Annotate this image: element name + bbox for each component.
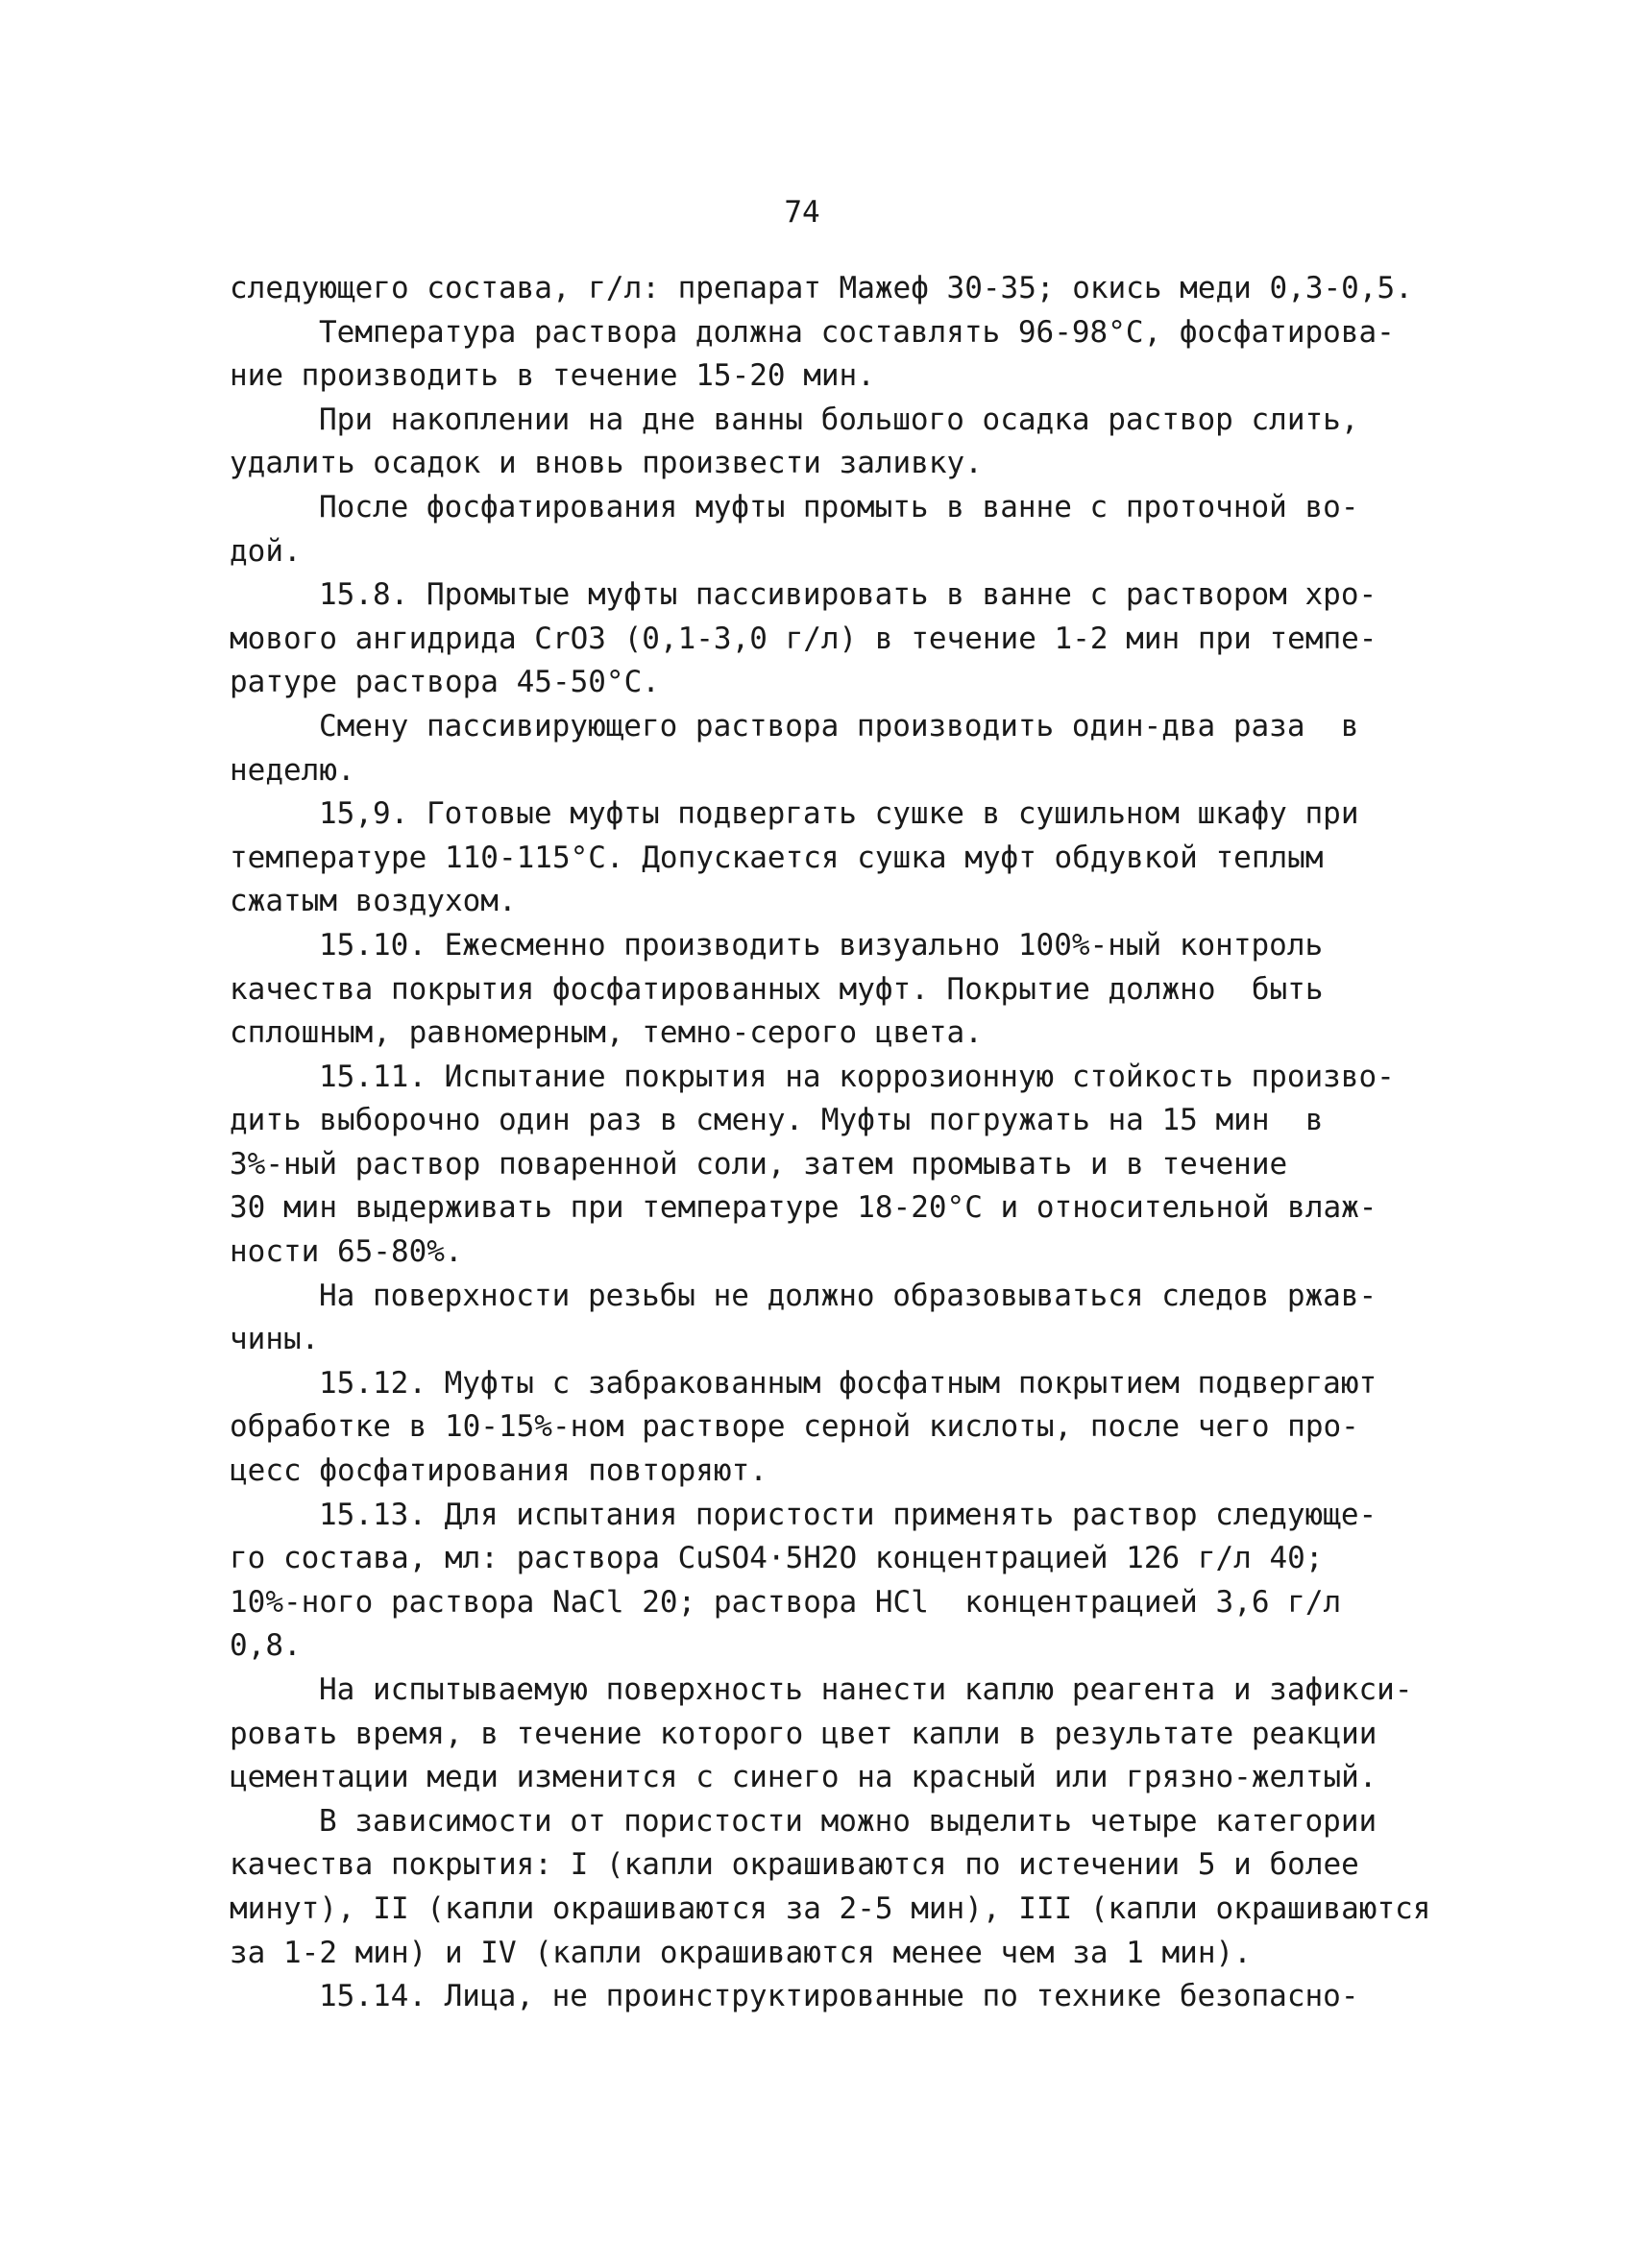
text-line: 15.10. Ежесменно производить визуально 100%-ный контроль bbox=[319, 927, 1324, 963]
text-line: 30 мин выдерживать при температуре 18-20°С и относительной влаж- bbox=[230, 1190, 1377, 1226]
text-line: следующего состава, г/л: препарат Мажеф 30-35; окись меди 0,3-0,5. bbox=[230, 271, 1413, 305]
body-text bbox=[230, 267, 1440, 2019]
text-line: цементации меди изменится с синего на красный или грязно-желтый. bbox=[230, 1760, 1377, 1795]
text-line: го состава, мл: раствора CuSO4·5H2O концентрацией 126 г/л 40; bbox=[230, 1541, 1324, 1576]
text-line: ровать время, в течение которого цвет капли в результате реакции bbox=[230, 1716, 1377, 1751]
text-line: сплошным, равномерным, темно-серого цвета. bbox=[230, 1015, 983, 1051]
text-line: 15.12. Муфты с забракованным фосфатным покрытием подвергают bbox=[319, 1365, 1377, 1401]
text-line: минут), II (капли окрашиваются за 2-5 мин), III (капли окрашиваются bbox=[230, 1890, 1431, 1926]
text-line: сжатым воздухом. bbox=[230, 884, 517, 919]
text-line: качества покрытия: I (капли окрашиваются по истечении 5 и более bbox=[230, 1847, 1359, 1883]
text-line: дить выборочно один раз в смену. Муфты погружать на 15 мин в bbox=[230, 1103, 1324, 1138]
text-line: При накоплении на дне ванны большого осадка раствор слить, bbox=[319, 402, 1359, 437]
text-line: мового ангидрида CrO3 (0,1-3,0 г/л) в течение 1-2 мин при темпе- bbox=[230, 621, 1377, 656]
text-line: ности 65-80%. bbox=[230, 1234, 463, 1270]
text-line: ратуре раствора 45-50°С. bbox=[230, 665, 660, 700]
text-line: удалить осадок и вновь произвести заливку. bbox=[230, 446, 983, 481]
text-line: дой. bbox=[230, 533, 302, 569]
text-line: цесс фосфатирования повторяют. bbox=[230, 1453, 768, 1489]
text-line: неделю. bbox=[230, 752, 355, 788]
text-line: обработке в 10-15%-ном растворе серной кислоты, после чего про- bbox=[230, 1409, 1359, 1445]
text-line: 15.14. Лица, не проинструктированные по технике безопасно- bbox=[319, 1979, 1359, 2014]
text-line: 15.8. Промытые муфты пассивировать в ванне с раствором хро- bbox=[319, 577, 1377, 613]
text-line: После фосфатирования муфты промыть в ванне с проточной во- bbox=[319, 489, 1359, 524]
text-line: 3%-ный раствор поваренной соли, затем промывать и в течение bbox=[230, 1146, 1288, 1182]
text-line: чины. bbox=[230, 1322, 320, 1357]
text-line: за 1-2 мин) и IV (капли окрашиваются менее чем за 1 мин). bbox=[230, 1935, 1252, 1970]
text-line: 0,8. bbox=[230, 1628, 302, 1664]
text-line: температуре 110-115°С. Допускается сушка муфт обдувкой теплым bbox=[230, 840, 1324, 875]
text-line: 10%-ного раствора NaCl 20; раствора HCl концентрацией 3,6 г/л bbox=[230, 1584, 1342, 1620]
text-line: В зависимости от пористости можно выделить четыре категории bbox=[319, 1803, 1377, 1839]
text-line: качества покрытия фосфатированных муфт. Покрытие должно быть bbox=[230, 971, 1324, 1007]
text-line: 15.13. Для испытания пористости применять раствор следующе- bbox=[319, 1497, 1377, 1532]
text-line: На испытываемую поверхность нанести каплю реагента и зафикси- bbox=[319, 1672, 1413, 1707]
text-line: Температура раствора должна составлять 96-98°С, фосфатирова- bbox=[319, 314, 1395, 350]
text-line: На поверхности резьбы не должно образовываться следов ржав- bbox=[319, 1278, 1377, 1313]
page-number: 74 bbox=[784, 195, 820, 230]
text-line: 15.11. Испытание покрытия на коррозионную стойкость произво- bbox=[319, 1059, 1395, 1094]
text-line: ние производить в течение 15-20 мин. bbox=[230, 358, 875, 394]
text-line: 15,9. Готовые муфты подвергать сушке в сушильном шкафу при bbox=[319, 796, 1359, 832]
text-line: Смену пассивирующего раствора производить один-два раза в bbox=[319, 708, 1359, 744]
